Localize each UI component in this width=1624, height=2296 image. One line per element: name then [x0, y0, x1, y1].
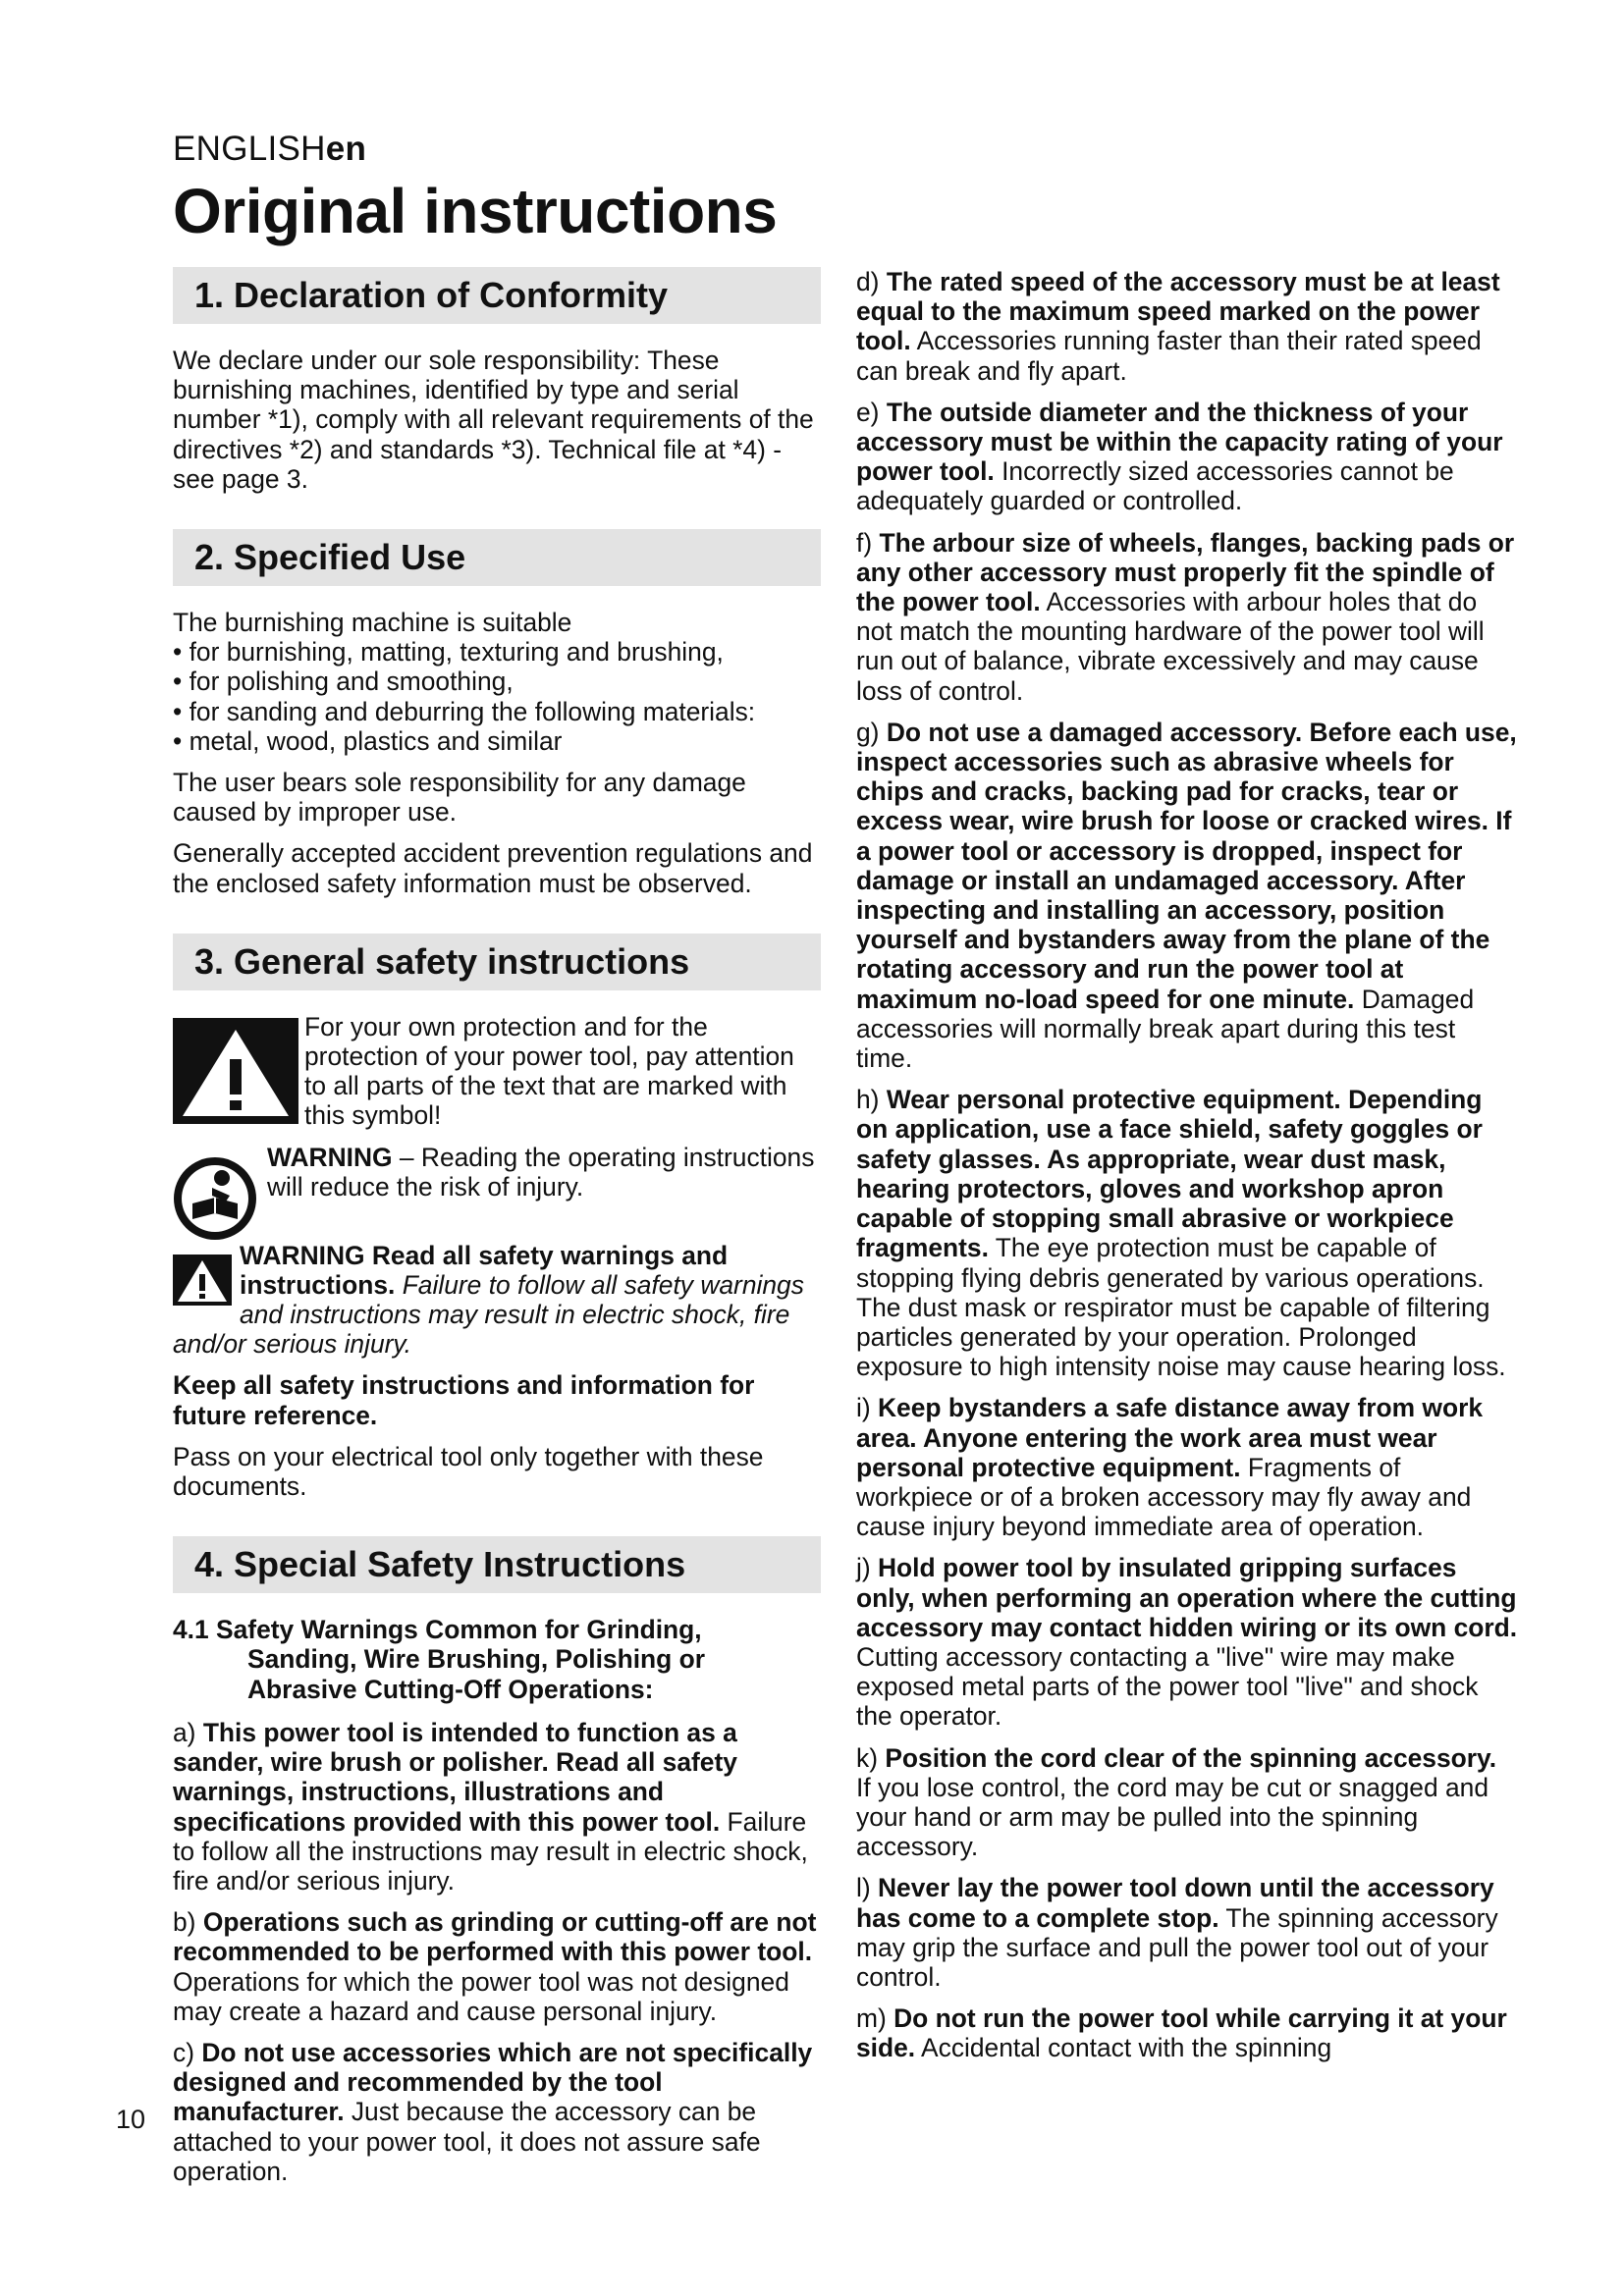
safety-item-j: j) Hold power tool by insulated gripping surfaces only, when performing an operation where the cutting accessory may contact hidden wiring or its own cord. Cutting accessory contacting a "live" wire may make exposed metal parts of the power tool "live" and shock the operator. — [856, 1553, 1518, 1732]
specified-use-bullet: • for sanding and deburring the following materials: — [173, 696, 756, 726]
section-heading-conformity: 1. Declaration of Conformity — [173, 267, 821, 324]
specified-use-intro: The burnishing machine is suitable — [173, 608, 572, 638]
safety-item-b: b) Operations such as grinding or cutting-off are not recommended to be performed with this power tool. Operations for which the power tool was not designed may create a hazard and cause personal injury. — [173, 1907, 817, 2026]
pass-on-text: Pass on your electrical tool only together with these documents. — [173, 1441, 764, 1502]
section-heading-special-safety: 4. Special Safety Instructions — [173, 1536, 821, 1593]
symbol-explanation: For your own protection and for the protection of your power tool, pay attention to all parts of the text that are marked with this symbol! — [304, 1011, 794, 1131]
left-column — [173, 267, 821, 2198]
safety-item-a: a) This power tool is intended to function as a sander, wire brush or polisher. Read all safety warnings, instructions, illustrations and specifications provided with this power tool. Failure to follow all the instructions may result in electric shock, fire and/or serious injury. — [173, 1717, 808, 1896]
section-heading-general-safety: 3. General safety instructions — [173, 934, 821, 990]
page-title: Original instructions — [173, 176, 778, 246]
warning-triangle-icon — [173, 1018, 298, 1124]
safety-item-l: l) Never lay the power tool down until the accessory has come to a complete stop. The spinning accessory may grip the surface and pull the power tool out of your control. — [856, 1873, 1498, 1992]
subsection-heading-4-1: 4.1 Safety Warnings Common for Grinding, Sanding, Wire Brushing, Polishing or Abrasive Cutting-Off Operations: — [173, 1615, 706, 1704]
page-number: 10 — [116, 2105, 146, 2134]
specified-use-bullet: • for polishing and smoothing, — [173, 667, 514, 697]
safety-item-g: g) Do not use a damaged accessory. Before each use, inspect accessories such as abrasive wheels for chips and cracks, backing pad for cracks, tear or excess wear, wire brush for loose or cracked wires. If a power tool or accessory is dropped, inspect for damage or install an undamaged accessory. After inspecting and installing an accessory, position yourself and bystanders away from the plane of the rotating accessory and run the power tool at maximum no-load speed for one minute. Damaged accessories will normally break apart during this test time. — [856, 717, 1517, 1074]
language-label: ENGLISHen — [173, 130, 367, 168]
specified-use-bullet: • for burnishing, matting, texturing and brushing, — [173, 637, 724, 667]
warning-triangle-icon — [173, 1255, 232, 1306]
safety-item-h: h) Wear personal protective equipment. Depending on application, use a face shield, safety goggles or safety glasses. As appropriate, wear dust mask, hearing protectors, gloves and workshop apron capable of stopping small abrasive or workpiece fragments. The eye protection must be capable of stopping flying debris generated by various operations. The dust mask or respirator must be capable of filtering particles generated by your operation. Prolonged exposure to high intensity noise may cause hearing loss. — [856, 1085, 1506, 1382]
regulations-text: Generally accepted accident prevention regulations and the enclosed safety information must be observed. — [173, 838, 813, 898]
safety-item-d: d) The rated speed of the accessory must be at least equal to the maximum speed marked on the power tool. Accessories running faster than their rated speed can break and fly apart. — [856, 267, 1500, 386]
safety-item-f: f) The arbour size of wheels, flanges, backing pads or any other accessory must properly fit the spindle of the power tool. Accessories with arbour holes that do not match the mounting hardware of the power tool will run out of balance, vibrate excessively and may cause loss of control. — [856, 527, 1515, 706]
conformity-text: We declare under our sole responsibility: These burnishing machines, identified by type and serial number *1), comply with all relevant requirements of the directives *2) and standards *3). Technical file at *4) - see page 3. — [173, 346, 814, 494]
warning-read-all: WARNING Read all safety warnings and instructions. Failure to follow all safety warnings and instructions may result in electric shock, fire and/or serious injury. — [173, 1240, 804, 1360]
safety-item-i: i) Keep bystanders a safe distance away from work area. Anyone entering the work area must wear personal protective equipment. Fragments of workpiece or of a broken accessory may fly away and cause injury beyond immediate area of operation. — [856, 1393, 1484, 1542]
section-heading-specified-use: 2. Specified Use — [173, 529, 821, 586]
safety-item-m: m) Do not run the power tool while carrying it at your side. Accidental contact with the spinning — [856, 2003, 1507, 2063]
right-column — [856, 267, 1518, 2075]
specified-use-bullet: • metal, wood, plastics and similar — [173, 725, 563, 756]
responsibility-text: The user bears sole responsibility for any damage caused by improper use. — [173, 768, 746, 828]
warning-read-manual: WARNING – Reading the operating instructions will reduce the risk of injury. — [267, 1142, 815, 1201]
safety-item-e: e) The outside diameter and the thickness of your accessory must be within the capacity rating of your power tool. Incorrectly sized accessories cannot be adequately guarded or controlled. — [856, 397, 1503, 516]
keep-instructions: Keep all safety instructions and information for future reference. — [173, 1370, 755, 1430]
safety-item-c: c) Do not use accessories which are not specifically designed and recommended by the tool manufacturer. Just because the accessory can be attached to your power tool, it does not assure safe operation. — [173, 2037, 813, 2186]
safety-item-k: k) Position the cord clear of the spinning accessory. If you lose control, the cord may be cut or snagged and your hand or arm may be pulled into the spinning accessory. — [856, 1742, 1497, 1862]
read-manual-icon — [173, 1156, 257, 1241]
